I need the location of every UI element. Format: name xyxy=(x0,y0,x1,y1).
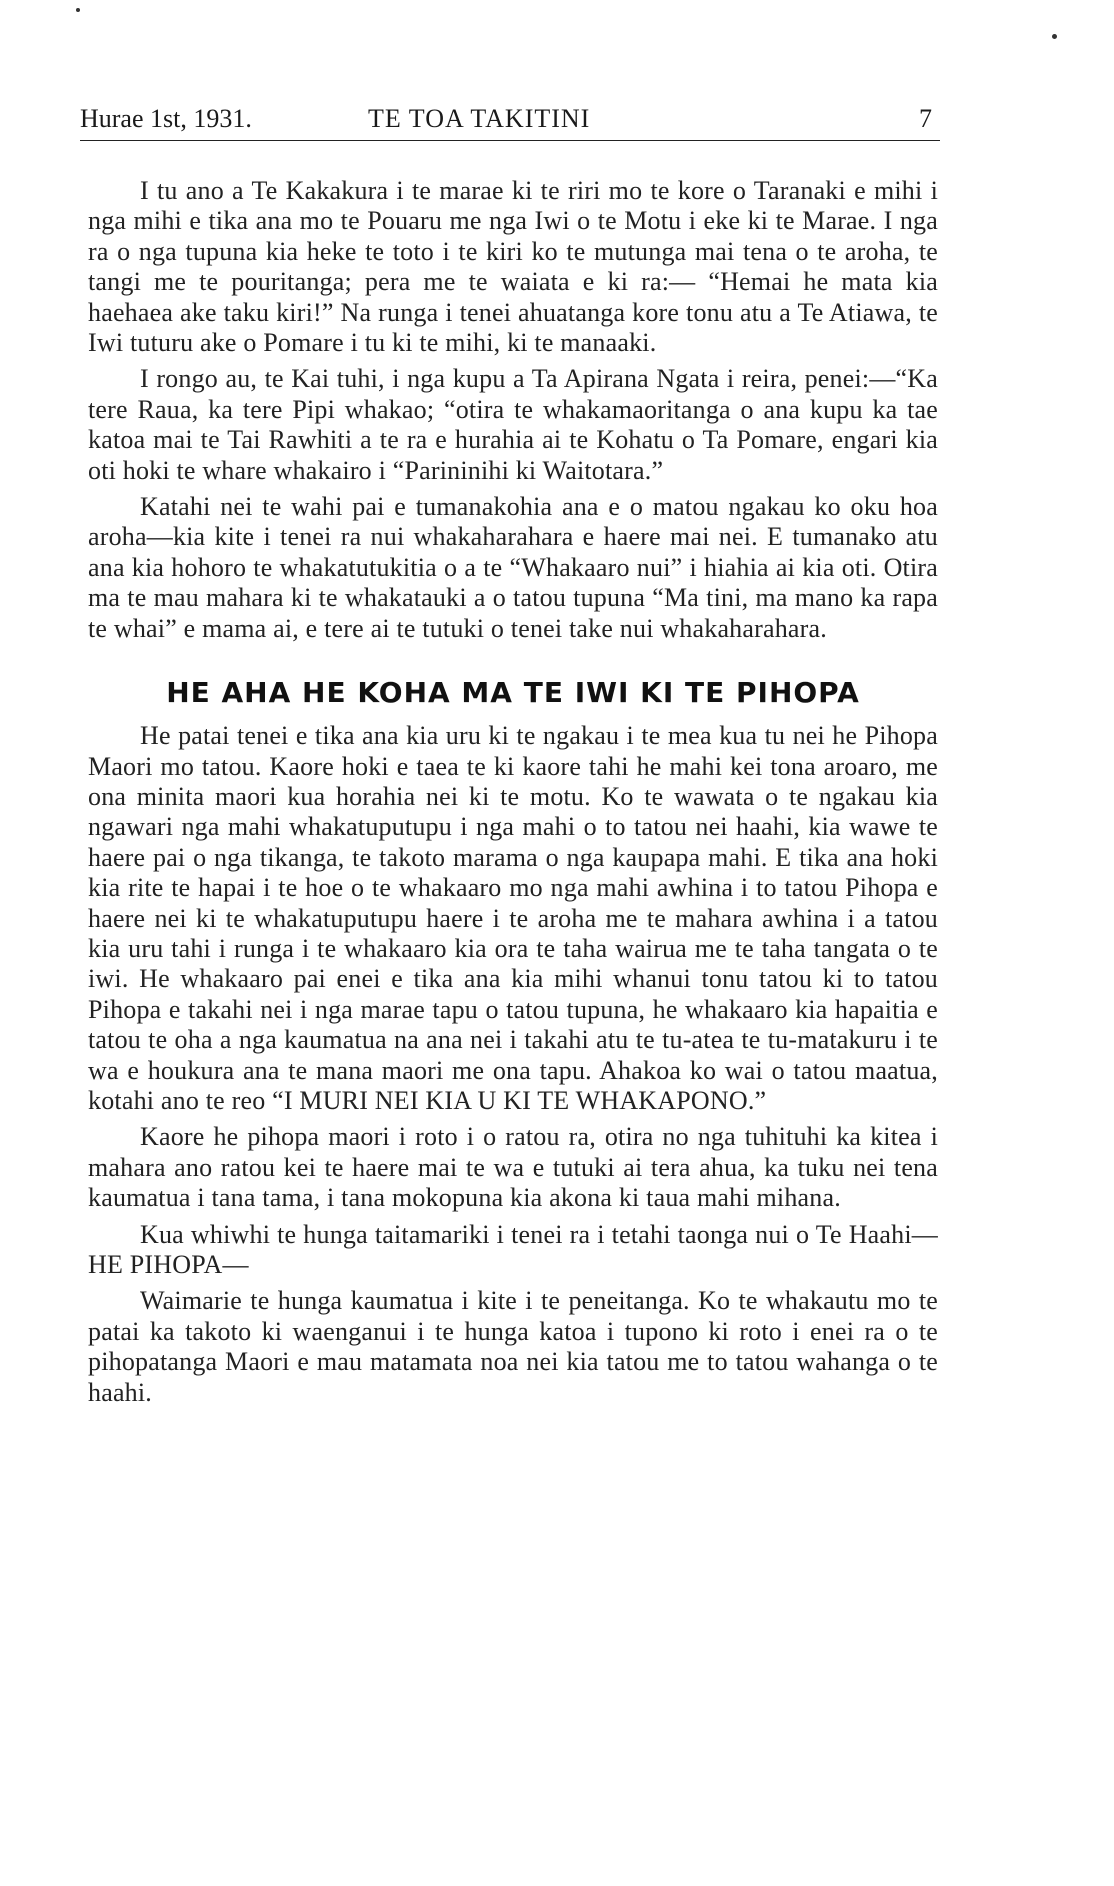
section-heading: HE AHA HE KOHA MA TE IWI KI TE PIHOPA xyxy=(166,676,860,710)
paragraph-pihopa-maori: He patai tenei e tika ana kia uru ki te ngakau i te mea kua tu nei he Pihopa Maori mo tatou. Kaore hoki e taea te ki kaore tahi he mahi kei tona aroaro, me ona minita maori kua horahia nei ki te motu. Ko te wawata o te ngakau kia ngawari nga mahi whakatuputupu i nga mahi o to tatou nei haahi, kia wawe te haere pai o nga tikanga, te takoto marama o nga kaupapa mahi. E tika ana hoki kia rite te hapai i te hoe o te whakaaro mo nga mahi awhina i to tatou Pihopa e haere nei ki te whakatuputupu haere i te aroha me te mahara awhina i a tatou kia uru tahi i runga i te whakaaro kia ora te taha wairua me te taha tangata o te iwi. He whakaaro pai enei e tika ana kia mihi whanui tonu tatou ki to tatou Pihopa e takahi nei i nga marae tapu o tatou tupuna, he whakaaro kia hapaitia e tatou te oha a nga kaumatua na ana nei i takahi atu te tu-atea te tu-matakuru i te wa e houkura ana te mana maori me ona tapu. Ahakoa ko wai o tatou maatua, kotahi ano te reo “I MURI NEI KIA U KI TE WHAKAPONO.” xyxy=(88,721,938,1115)
paragraph-te-kakakura: I tu ano a Te Kakakura i te marae ki te riri mo te kore o Taranaki e mihi i nga mihi e tika ana mo te Pouaru me nga Iwi o te Motu i eke ki te Marae. I nga ra o nga tupuna kia heke te toto i te kiri ko te mutunga mai tena o te aroha, te tangi me te pouritanga; pera me te waiata e ki ra:— “Hemai he mata kia haehaea ake taku kiri!” Na runga i tenei ahuatanga kore tonu atu a Te Atiawa, te Iwi tuturu ake o Pomare i tu ki te mihi, ki te manaaki. xyxy=(88,176,938,358)
scan-speck-right xyxy=(1052,34,1057,39)
scan-speck-left xyxy=(76,8,80,12)
page-number: 7 xyxy=(919,104,932,133)
page-header xyxy=(80,104,940,141)
paragraph-taitamariki: Kua whiwhi te hunga taitamariki i tenei ra i tetahi taonga nui o Te Haahi—HE PIHOPA— xyxy=(88,1219,938,1279)
paragraph-tuhituhi: Kaore he pihopa maori i roto i o ratou ra, otira no nga tuhituhi ka kitea i mahara ano ratou kei te haere mai te wa e tutuki ai tera ahua, ka tuku nei tena kaumatua i tana tama, i tana mokopuna kia akona ki taua mahi mihana. xyxy=(88,1122,938,1213)
paragraph-tumanako: Katahi nei te wahi pai e tumanakohia ana e o matou ngakau ko oku hoa aroha—kia kite i tenei ra nui whakaharahara e haere mai nei. E tumanako atu ana kia hohoro te whakatutukitia o a te “Whakaaro nui” i hiahia ai kia oti. Otira ma te mau mahara ki te whakatauki a o tatou tupuna “Ma tini, ma mano ka rapa te whai” e mama ai, e tere ai te tutuki o tenei take nui whakaharahara. xyxy=(88,492,938,643)
paragraph-kaumatua: Waimarie te hunga kaumatua i kite i te peneitanga. Ko te whakautu mo te patai ka takoto ki waenganui i te hunga katoa i tupono ki roto i enei ra o te pihopatanga Maori e mau matamata noa nei kia tatou me to tatou wahanga o te haahi. xyxy=(88,1286,938,1407)
issue-date: Hurae 1st, 1931. xyxy=(80,104,252,133)
publication-title: TE TOA TAKITINI xyxy=(368,104,591,133)
paragraph-apirana-ngata: I rongo au, te Kai tuhi, i nga kupu a Ta Apirana Ngata i reira, penei:—“Ka tere Raua, ka tere Pipi whakao; “otira te whakamaoritanga o ana kupu ka tae katoa mai te Tai Rawhiti a te ra e hurahia ai te Kohatu o Ta Pomare, engari kia oti hoki te whare whakairo i “Parininihi ki Waitotara.” xyxy=(88,364,938,485)
article-column xyxy=(88,176,938,1414)
